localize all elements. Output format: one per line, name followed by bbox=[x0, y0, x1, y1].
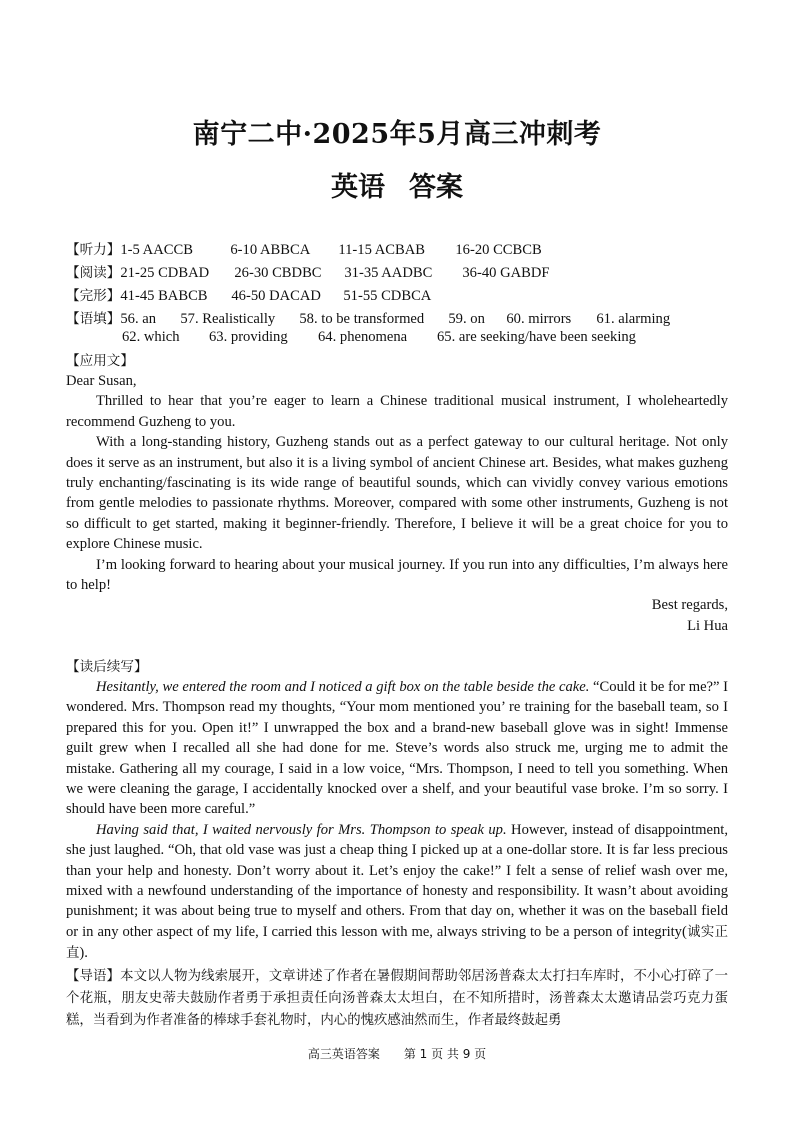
story-text: “Could it be for me?” I wondered. Mrs. Thompson read my thoughts, “Your mom mentioned you’ re training for the baseball team, so I prepared this for you. Open it!” I unwrapped the box and a brand-new baseball glove was in sight! Immense guilt grew when I recalled all she had done for me. Steve’s words also struck me, urging me to admit the mistake. Gathering all my courage, I said in a low voice, “Mrs. Thompson, I need to tell you something. When we were cleaning the garage, I accidentally knocked over a shelf, and your beautiful vase broke. I’m so sorry. I should have been more careful.” bbox=[66, 679, 729, 818]
answer-group: 36-40 GABDF bbox=[462, 265, 550, 281]
guide-text: 本文以人物为线索展开，文章讲述了作者在暑假期间帮助邻居汤普森太太打扫车库时，不小心打碎了一个花瓶，朋友史蒂夫鼓励作者勇于承担责任向汤普森太太坦白，在不知所措时，汤普森太太邀请品尝巧克力蛋糕，当看到为作者准备的棒球手套礼物时，内心的愧疚感油然而生，作者最终鼓起勇 bbox=[66, 969, 729, 1029]
story-paragraph bbox=[66, 820, 728, 965]
letter-salutation: Dear Susan, bbox=[66, 373, 137, 389]
page-title: 南宁二中·2025年5月高三冲刺考 bbox=[192, 119, 602, 150]
answer-group: 6-10 ABBCA bbox=[230, 242, 311, 258]
subtitle-answer: 答案 bbox=[409, 172, 463, 203]
writing-tag: 【应用文】 bbox=[66, 353, 134, 369]
letter-paragraph: I’m looking forward to hearing about your musical journey. If you run into any difficulties, I’m always here to help! bbox=[66, 556, 728, 594]
answer-group: 26-30 CBDBC bbox=[234, 265, 322, 281]
answer-item: 61. alarming bbox=[596, 311, 671, 327]
grammar-answers-line2 bbox=[122, 329, 636, 346]
page-subtitle bbox=[0, 165, 794, 204]
story-end: ). bbox=[79, 945, 88, 962]
answer-item: 62. which bbox=[122, 329, 180, 345]
letter-paragraph: With a long-standing history, Guzheng stands out as a perfect gateway to our cultural heritage. Not only does it serve as an instrument, but also it is a living symbol of ancient Chinese art. Besides, what makes guzheng truly enchanting/fascinating is its wide range of beautiful sounds, which can vividly convey various emotions from gentle melodies to passionate rhythms. Moreover, compared with some other instruments, Guzheng is not so difficult to get started, making it beginner-friendly. Therefore, I believe it will be a great choice for you to explore Chinese music. bbox=[66, 434, 728, 553]
letter-signature: Li Hua bbox=[687, 617, 728, 634]
answer-group: 21-25 CDBAD bbox=[120, 265, 210, 281]
answer-group: 1-5 AACCB bbox=[120, 242, 193, 258]
listening-tag: 【听力】 bbox=[66, 242, 121, 258]
answer-group: 41-45 BABCB bbox=[120, 288, 208, 304]
continuation-tag: 【读后续写】 bbox=[66, 659, 148, 675]
answer-group: 51-55 CDBCA bbox=[343, 288, 432, 304]
reading-answers bbox=[66, 261, 550, 282]
chinese-gloss: 诚实正直 bbox=[66, 924, 728, 962]
answer-item: 58. to be transformed bbox=[299, 311, 425, 327]
cloze-tag: 【完形】 bbox=[66, 288, 121, 304]
letter-closing: Best regards, bbox=[651, 597, 728, 614]
grammar-tag: 【语填】 bbox=[66, 311, 121, 327]
continuation-section bbox=[66, 677, 728, 965]
answer-item: 63. providing bbox=[209, 329, 288, 345]
answer-item: 64. phenomena bbox=[318, 329, 408, 345]
listening-answers bbox=[66, 238, 542, 259]
subtitle-subject: 英语 bbox=[331, 172, 385, 203]
answer-group: 46-50 DACAD bbox=[231, 288, 321, 304]
answer-item: 56. an bbox=[120, 311, 157, 327]
given-sentence: Having said that, I waited nervously for Mrs. Thompson to speak up. bbox=[96, 821, 507, 838]
writing-section bbox=[66, 371, 728, 636]
answer-item: 57. Realistically bbox=[180, 311, 276, 327]
grammar-answers bbox=[66, 307, 670, 328]
given-sentence: Hesitantly, we entered the room and I noticed a gift box on the table beside the cake. bbox=[96, 679, 590, 695]
answer-group: 31-35 AADBC bbox=[344, 265, 433, 281]
answer-item: 65. are seeking/have been seeking bbox=[437, 329, 636, 345]
guide-tag: 【导语】 bbox=[66, 969, 121, 984]
story-text: However, instead of disappointment, she just laughed. “Oh, that old vase was just a cheap thing I picked up at a one-dollar store. It is far less precious than your help and honesty. Don’t worry about it. Let’s enjoy the cake!” I felt a sense of relief wash over me, mixed with a newfound understanding of the importance of honesty and responsibility. It wasn’t about avoiding punishment; it was about being true to myself and others. From that day on, whether it was on the baseball field or in any other aspect of my life, I carried this lesson with me, always striving to be a person of integrity( bbox=[66, 821, 728, 940]
answer-group: 11-15 ACBAB bbox=[338, 242, 426, 258]
story-paragraph bbox=[66, 677, 728, 820]
reading-tag: 【阅读】 bbox=[66, 265, 121, 281]
answer-item: 60. mirrors bbox=[506, 311, 572, 327]
answer-item: 59. on bbox=[448, 311, 485, 327]
answer-group: 16-20 CCBCB bbox=[455, 242, 542, 258]
page-footer: 高三英语答案 第 1 页 共 9 页 bbox=[307, 1047, 487, 1061]
letter-paragraph: Thrilled to hear that you’re eager to learn a Chinese traditional musical instrument, I wholeheartedly recommend Guzheng to you. bbox=[66, 393, 728, 430]
cloze-answers bbox=[66, 284, 431, 305]
guide-section bbox=[66, 966, 728, 1033]
